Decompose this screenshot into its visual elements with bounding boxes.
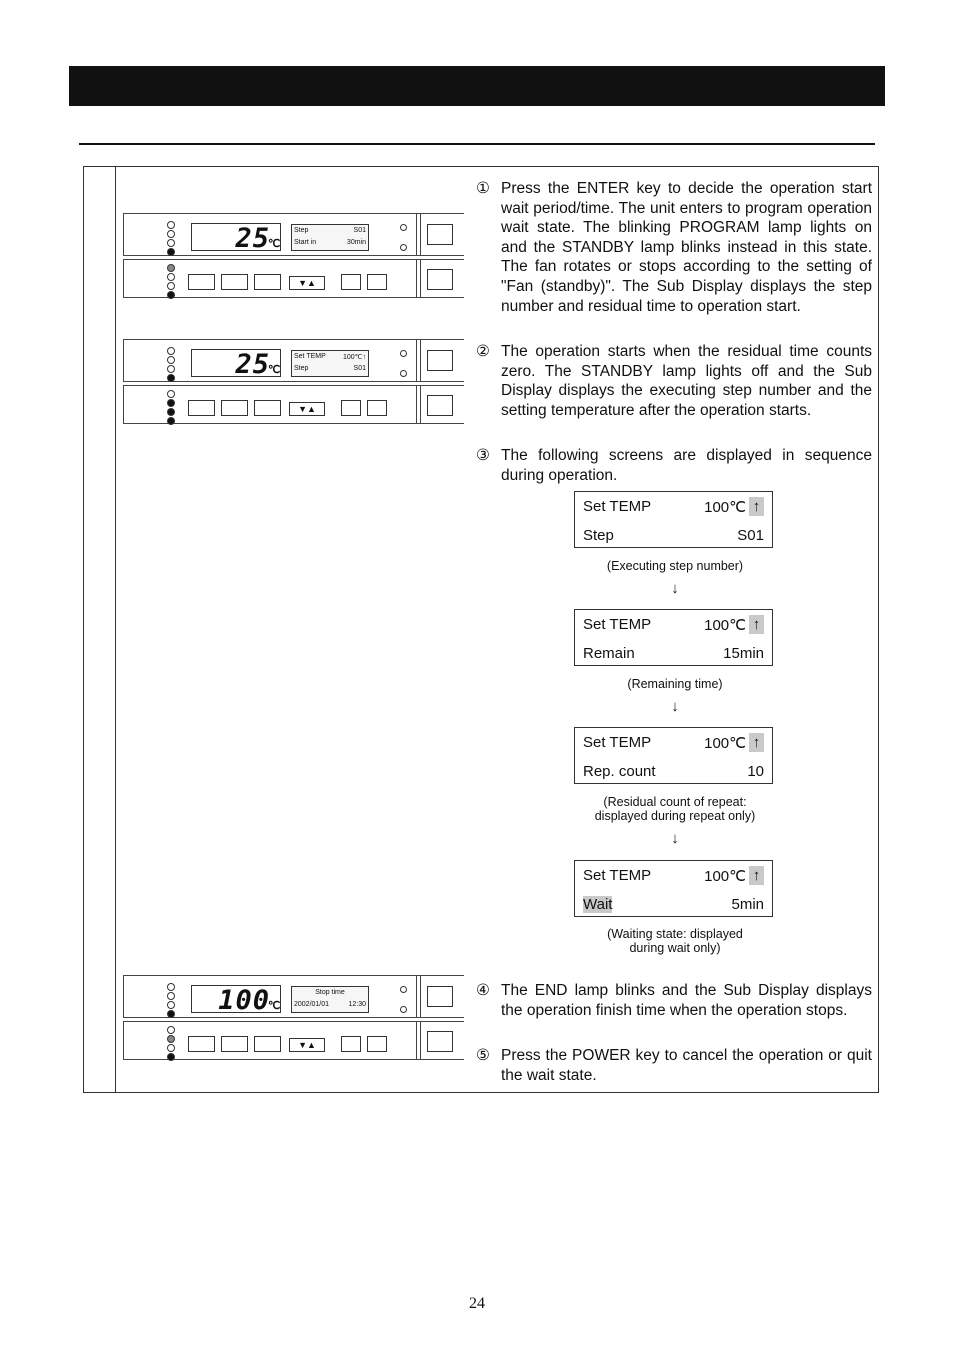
panel-key[interactable]: [341, 1036, 361, 1052]
unit-label: ℃: [268, 364, 281, 376]
enter-key[interactable]: [367, 400, 387, 416]
up-arrow-icon: ↑: [749, 497, 764, 516]
panel-key[interactable]: [341, 400, 361, 416]
panel-key[interactable]: [221, 274, 248, 290]
main-display-value: 25: [235, 223, 270, 254]
instruction-text: The operation starts when the residual time counts zero. The STANDBY lamp lights off and the Sub Display displays the executing step number and the setting temperature after the operation starts.: [501, 343, 872, 419]
screen-row2-value: 15min: [723, 645, 764, 662]
sub-display-screen-remain: [574, 609, 773, 666]
instruction-item-5: [476, 1046, 872, 1085]
step-number: ②: [476, 343, 490, 360]
unit-label: ℃: [268, 238, 281, 250]
step-number: ⑤: [476, 1047, 490, 1064]
power-key[interactable]: [427, 350, 453, 371]
lamp-indicators: [167, 221, 175, 257]
panel-key[interactable]: [427, 395, 453, 416]
panel-key[interactable]: [254, 274, 281, 290]
up-down-keys[interactable]: ▼▲: [289, 276, 325, 290]
instruction-item-2: [476, 342, 872, 420]
sub-display-line1-label: Step: [294, 227, 309, 234]
panel-key[interactable]: [427, 269, 453, 290]
screen-temp: 100℃: [704, 868, 746, 885]
panel-top-row: [123, 213, 464, 256]
header-bar: [69, 66, 885, 106]
section-rule: [79, 143, 875, 145]
page-number: 24: [469, 1295, 485, 1312]
sub-display-line2-value: 30min: [346, 239, 366, 246]
panel-key[interactable]: [188, 400, 215, 416]
lamp-indicators: [167, 1026, 175, 1062]
lamp-indicators: [167, 983, 175, 1019]
indicator-circle: [400, 986, 407, 993]
up-arrow-icon: ↑: [749, 866, 764, 885]
screen-row2-value: 10: [747, 763, 764, 780]
indicator-circle: [400, 370, 407, 377]
screen-caption: (Residual count of repeat: displayed during repeat only): [594, 795, 756, 823]
screen-row2-label: Remain: [583, 645, 635, 662]
instruction-text: The END lamp blinks and the Sub Display displays the operation finish time when the operation stops.: [501, 982, 872, 1019]
step-number: ④: [476, 982, 490, 999]
screen-row2-label: Step: [583, 527, 614, 544]
sub-display-line2-value: S01: [353, 365, 366, 372]
panel-bottom-row: [123, 1021, 464, 1060]
up-arrow-icon: ↑: [749, 615, 764, 634]
screen-caption: (Executing step number): [606, 559, 744, 573]
sub-display: [291, 350, 369, 377]
main-display-value: 25: [235, 349, 270, 380]
screen-temp: 100℃: [704, 735, 746, 752]
sub-display-line2-date: 2002/01/01: [294, 1001, 330, 1008]
screen-caption: (Remaining time): [627, 677, 723, 691]
panel-bottom-row: [123, 259, 464, 298]
indicator-circle: [400, 350, 407, 357]
instruction-text: The following screens are displayed in sequence during operation.: [501, 447, 872, 484]
instruction-text: Press the ENTER key to decide the operation start wait period/time. The unit enters to program operation wait state. The blinking PROGRAM lamp lights on and the STANDBY lamp blinks instead in this state. The fan rotates or stops according to the setting of "Fan (standby)". The Sub Display displays the step number and residual time to operation start.: [501, 180, 872, 315]
screen-row2-label: Wait: [583, 896, 613, 913]
sub-display-line2-label: Start in: [294, 239, 317, 246]
sub-display-screen-step: [574, 491, 773, 548]
panel-key[interactable]: [254, 400, 281, 416]
step-number: ③: [476, 447, 490, 464]
screen-label: Set TEMP: [583, 616, 652, 633]
instruction-text: Press the POWER key to cancel the operation or quit the wait state.: [501, 1047, 872, 1084]
lamp-indicators: [167, 390, 175, 426]
panel-key[interactable]: [221, 1036, 248, 1052]
sequence-arrow: ↓: [671, 698, 679, 715]
sub-display: [291, 224, 369, 251]
sub-display-line2-label: Step: [294, 365, 309, 372]
up-down-keys[interactable]: ▼▲: [289, 1038, 325, 1052]
sub-display-screen-wait: [574, 860, 773, 917]
up-down-keys[interactable]: ▼▲: [289, 402, 325, 416]
sub-display-line1-label: Set TEMP: [294, 353, 326, 360]
instruction-item-3: [476, 446, 872, 485]
screen-row2-label: Rep. count: [583, 763, 656, 780]
screen-label: Set TEMP: [583, 734, 652, 751]
sub-display-screen-repeat: [574, 727, 773, 784]
sub-display-line1-value: 100℃↑: [342, 354, 366, 361]
main-display-value: 100: [218, 985, 270, 1016]
sub-display-line1-value: S01: [353, 227, 366, 234]
sub-display-line2-time: 12:30: [348, 1001, 366, 1008]
sequence-arrow: ↓: [671, 580, 679, 597]
indicator-circle: [400, 244, 407, 251]
instruction-item-1: [476, 179, 872, 316]
screen-row2-value: S01: [737, 527, 764, 544]
indicator-circle: [400, 224, 407, 231]
sub-display-line1-label: Stop time: [315, 989, 345, 996]
panel-bottom-row: [123, 385, 464, 424]
enter-key[interactable]: [367, 1036, 387, 1052]
panel-key[interactable]: [254, 1036, 281, 1052]
frame-divider: [115, 166, 116, 1093]
step-number: ①: [476, 180, 490, 197]
enter-key[interactable]: [367, 274, 387, 290]
sequence-arrow: ↓: [671, 830, 679, 847]
instruction-item-4: [476, 981, 872, 1020]
screen-caption: (Waiting state: displayed during wait only): [607, 927, 743, 955]
panel-key[interactable]: [341, 274, 361, 290]
screen-temp: 100℃: [704, 499, 746, 516]
power-key[interactable]: [427, 986, 453, 1007]
indicator-circle: [400, 1006, 407, 1013]
screen-label: Set TEMP: [583, 498, 652, 515]
panel-key[interactable]: [221, 400, 248, 416]
up-arrow-icon: ↑: [749, 733, 764, 752]
panel-key[interactable]: [427, 1031, 453, 1052]
panel-key[interactable]: [188, 1036, 215, 1052]
power-key[interactable]: [427, 224, 453, 245]
panel-top-row: [123, 339, 464, 382]
lamp-indicators: [167, 264, 175, 300]
panel-top-row: [123, 975, 464, 1018]
sub-display: [291, 986, 369, 1013]
screen-temp: 100℃: [704, 617, 746, 634]
screen-row2-value: 5min: [731, 896, 764, 913]
unit-label: ℃: [268, 1000, 281, 1012]
lamp-indicators: [167, 347, 175, 383]
screen-label: Set TEMP: [583, 867, 652, 884]
panel-key[interactable]: [188, 274, 215, 290]
